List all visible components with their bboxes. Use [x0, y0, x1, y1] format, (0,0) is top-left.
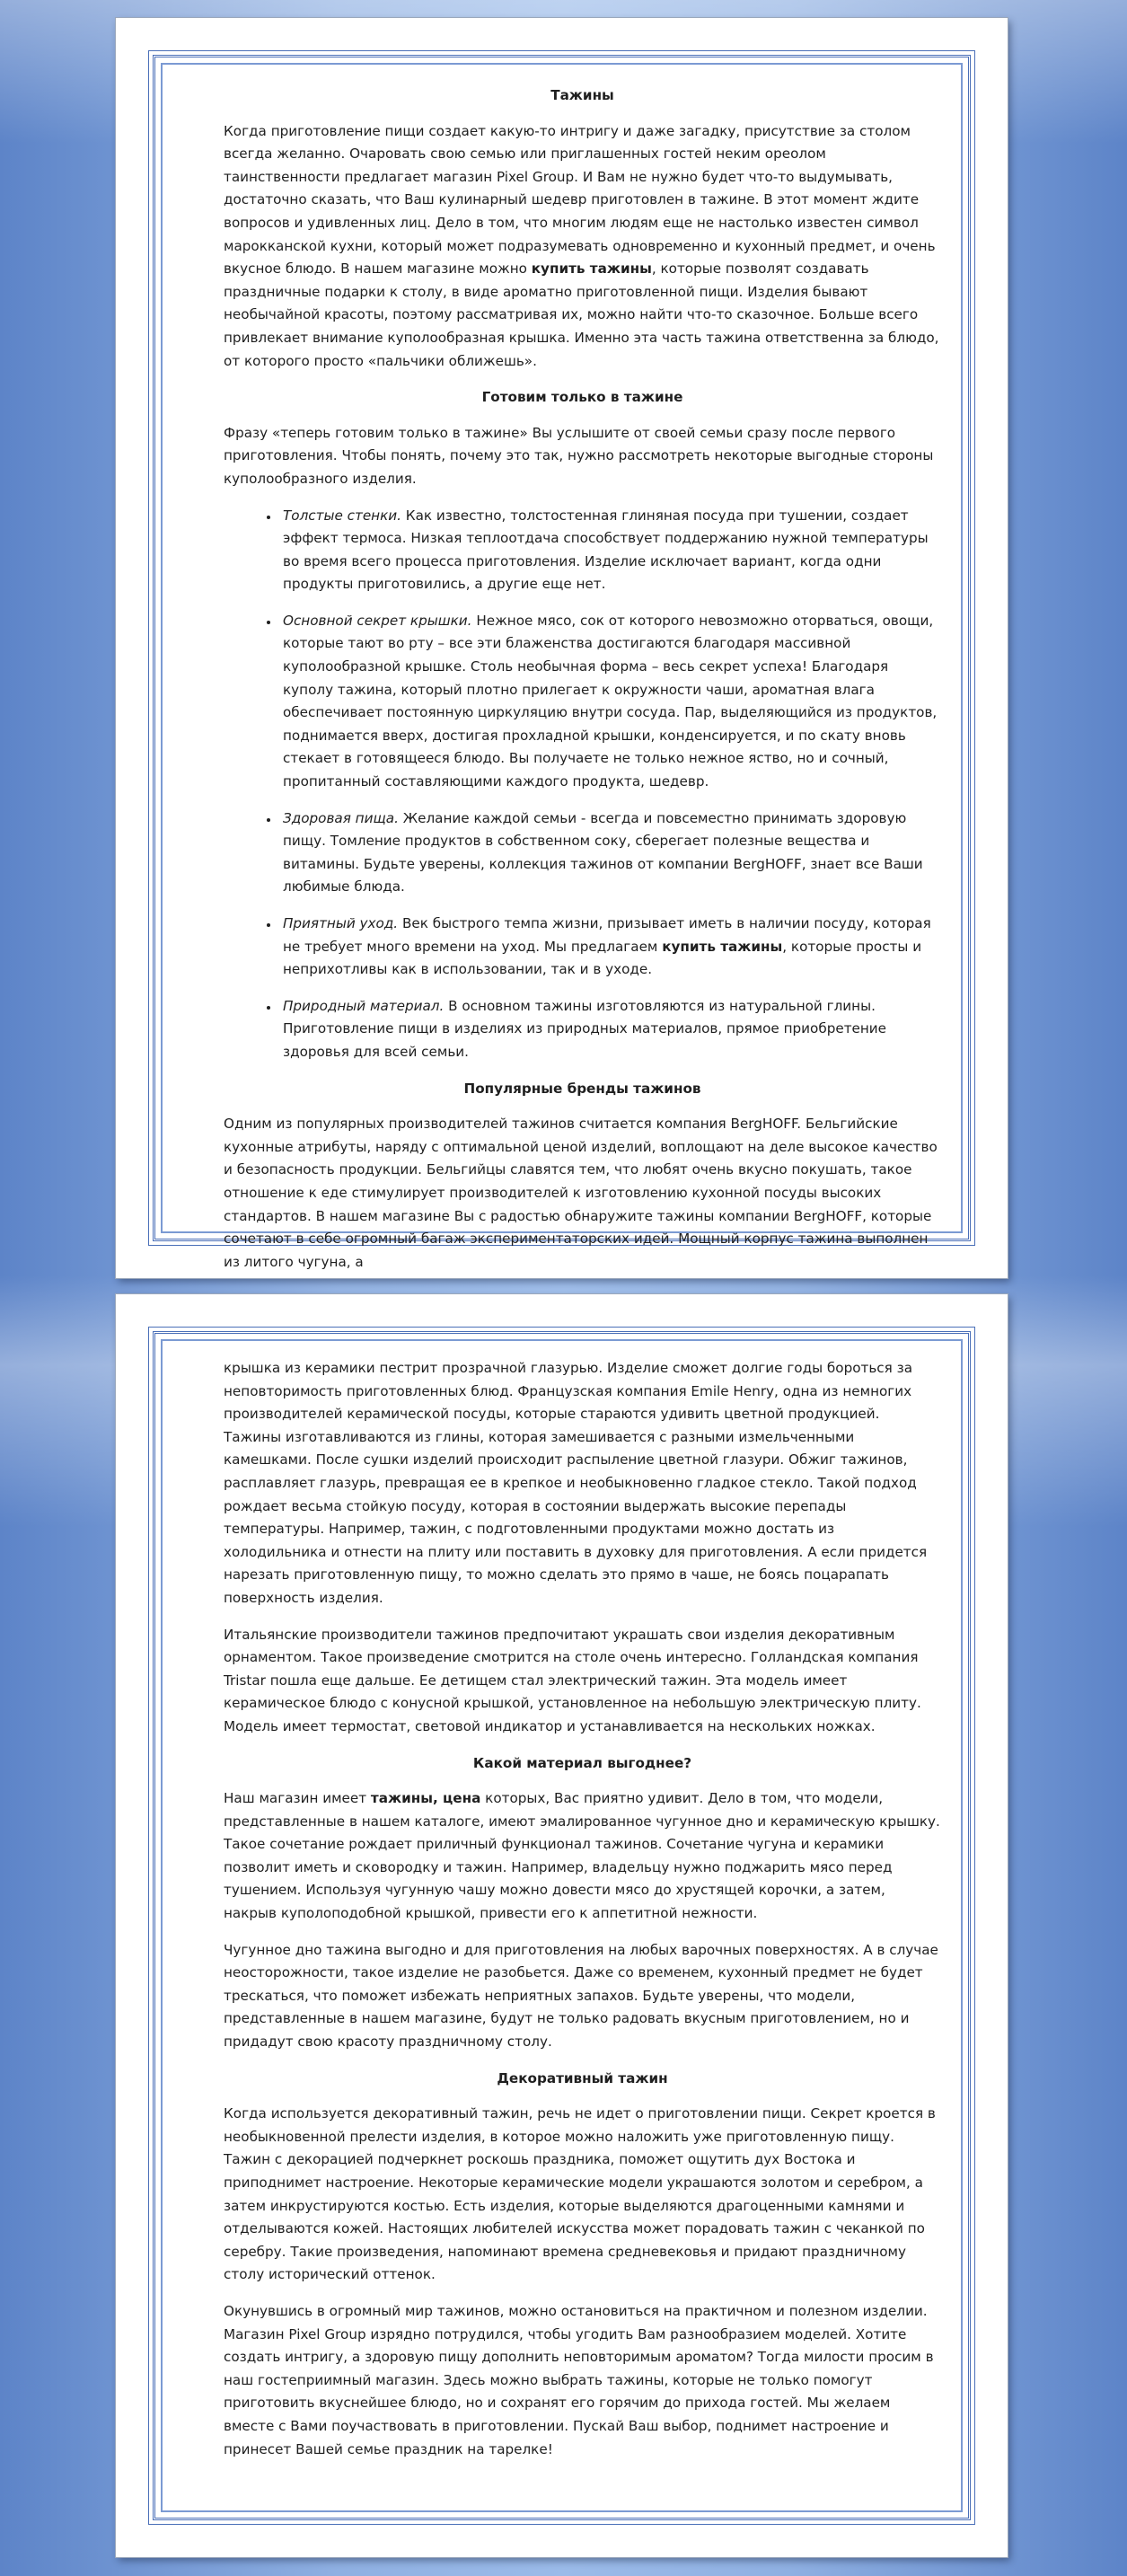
paragraph: Фразу «теперь готовим только в тажине» Вы услышите от своей семьи сразу после первого приготовления. Чтобы понять, почему это так, нужно рассмотреть некоторые выгодные стороны куполообразного изделия. — [224, 424, 934, 487]
list-item: • Здоровая пища. Желание каждой семьи - всегда и повсеместно принимать здоровую пищу. Томление продуктов в собственном соку, сберегает полезные вещества и витамины. Будьте уверены, коллекция тажинов от компании BergHOFF, знает все Ваши любимые блюда. — [279, 807, 941, 899]
section-heading: Какой материал выгоднее? — [472, 1754, 692, 1771]
paragraph: Когда используется декоративный тажин, речь не идет о приготовлении пищи. Секрет кроется в необыкновенной прелести изделия, в которое можно наложить уже приготовленную пищу. Тажин с декорацией подчеркнет роскошь праздника, поможет ощутить дух Востока и приподнимет настроение. Некоторые керамические модели украшаются золотом и серебром, а затем инкрустируются костью. Есть изделия, которые выделяются драгоценными камнями и отделываются кожей. Настоящих любителей искусства может порадовать тажин с чеканкой по серебру. Такие произведения, напоминают времена средневековья и придают праздничному столу исторический оттенок. — [224, 2105, 936, 2283]
paragraph: Окунувшись в огромный мир тажинов, можно остановиться на практичном и полезном изделии. Магазин Pixel Group изрядно потрудился, чтобы угодить Вам разнообразием моделей. Хотите создать интригу, а здоровую пищу дополнить неповторимым ароматом? Тогда милости просим в наш гостеприимный магазин. Здесь можно выбрать тажины, которые не только помогут приготовить вкуснейшее блюдо, но и сохранят его горячим до прихода гостей. Мы желаем вместе с Вами поучаствовать в приготовлении. Пускай Ваш выбор, поднимет настроение и принесет Вашей семье праздник на тарелке! — [224, 2302, 934, 2457]
list-item: • Толстые стенки. Как известно, толстостенная глиняная посуда при тушении, создает эффект термоса. Низкая теплоотдача способствует поддержанию нужной температуры во время всего процесса приготовления. Изделие исключает вариант, когда одни продукты приготовились, а другие еще нет. — [279, 505, 941, 596]
list-item: • Основной секрет крышки. Нежное мясо, сок от которого невозможно оторваться, овощи, которые тают во рту – все эти блаженства достигаются благодаря массивной куполообразной крышке. Столь необычная форма – весь секрет успеха! Благодаря куполу тажина, который плотно прилегает к окружности чаши, ароматная влага обеспечивает постоянную циркуляцию внутри сосуда. Пар, выделяющийся из продуктов, поднимается вверх, достигая прохладной крышки, конденсируется, и по скату вновь стекает в готовящееся блюдо. Вы получаете не только нежное яство, но и сочный, пропитанный составляющими каждого продукта, шедевр. — [279, 610, 941, 794]
paragraph: Чугунное дно тажина выгодно и для приготовления на любых варочных поверхностях. А в случае неосторожности, такое изделие не разобьется. Даже со временем, кухонный предмет не будет трескаться, что поможет избежать неприятных запахов. Будьте уверены, что модели, представленные в нашем магазине, будут не только радовать вкусным приготовлением, но и придадут свою красоту праздничному столу. — [224, 1941, 938, 2051]
intro-paragraph: Когда приготовление пищи создает какую-то интригу и даже загадку, присутствие за столом всегда желанно. Очаровать свою семью или приглашенных гостей неким ореолом таинственности предлагает магазин Pixel Group. И Вам не нужно будет что-то выдумывать, достаточно сказать, что Ваш кулинарный шедевр приготовлен в тажине. В этот момент ждите вопросов и удивленных лиц. Дело в том, что многим людям еще не настолько известен символ марокканской кухни, который может подразумевать одновременно и кухонный предмет, и очень вкусное блюдо. В нашем магазине можно купить тажины, которые позволят создавать праздничные подарки к столу, в виде ароматно приготовленной пищи. Изделия бывают необычайной красоты, поэтому рассматривая их, можно найти что-то сказочное. Больше всего привлекает внимание куполообразная крышка. Именно эта часть тажина ответственна за блюдо, от которого просто «пальчики оближешь». — [224, 122, 939, 369]
section-heading: Готовим только в тажине — [481, 389, 683, 406]
document-page-1 — [116, 18, 1008, 1278]
document-page-2 — [116, 1294, 1008, 2557]
page-content — [224, 1357, 941, 2503]
paragraph: Итальянские производители тажинов предпочитают украшать свои изделия декоративным орнаментом. Такое произведение смотрится на столе очень интересно. Голландская компания Tristar пошла еще дальше. Ее детищем стал электрический тажин. Эта модель имеет керамическое блюдо с конусной крышкой, установленное на небольшую электрическую плиту. Модель имеет термостат, световой индикатор и устанавливается на нескольких ножках. — [224, 1626, 921, 1734]
paragraph: Наш магазин имеет тажины, цена которых, Вас приятно удивит. Дело в том, что модели, представленные в нашем каталоге, имеют эмалированное чугунное дно и керамическую крышку. Такое сочетание рождает приличный функционал тажинов. Сочетание чугуна и керамики позволит иметь и сковородку и тажин. Например, владельцу нужно поджарить мясо перед тушением. Используя чугунную чашу можно довести мясо до хрустящей корочки, а затем, накрыв куполоподобной крышкой, привести его к аппетитной нежности. — [224, 1790, 940, 1922]
paragraph: крышка из керамики пестрит прозрачной глазурью. Изделие сможет долгие годы бороться за неповторимость приготовленных блюд. Французская компания Emile Henry, одна из немногих производителей керамической посуды, которые стараются удивить цветной продукцией. Тажины изготавливаются из глины, которая замешивается с разными измельченными камешками. После сушки изделий происходит распыление цветной глазури. Обжиг тажинов, расплавляет глазурь, превращая ее в крепкое и необыкновенно гладкое стекло. Такой подход рождает весьма стойкую посуду, которая в состоянии выдержать высокие перепады температуры. Например, тажин, с подготовленными продуктами можно достать из холодильника и отнести на плиту или поставить в духовку для приготовления. А если придется нарезать приготовленную пищу, то можно сделать это прямо в чаше, не боясь поцарапать поверхность изделия. — [224, 1360, 928, 1606]
list-item: • Приятный уход. Век быстрого темпа жизни, призывает иметь в наличии посуду, которая не требует много времени на уход. Мы предлагаем купить тажины, которые просты и неприхотливы как в использовании, так и в уходе. — [279, 913, 941, 982]
paragraph: Одним из популярных производителей тажинов считается компания BergHOFF. Бельгийские кухонные атрибуты, наряду с оптимальной ценой изделий, воплощают на деле высокое качество и безопасность продукции. Бельгийцы славятся тем, что любят очень вкусно покушать, такое отношение к еде стимулирует производителей к изготовлению кухонной посуды высоких стандартов. В нашем магазине Вы с радостью обнаружите тажины компании BergHOFF, которые сочетают в себе огромный багаж экспериментаторских идей. Мощный корпус тажина выполнен из литого чугуна, а — [224, 1116, 938, 1270]
bullet-list — [224, 505, 941, 1064]
list-item: • Природный материал. В основном тажины изготовляются из натуральной глины. Приготовление пищи в изделиях из природных материалов, прямое приобретение здоровья для всей семьи. — [279, 995, 941, 1064]
section-heading: Популярные бренды тажинов — [463, 1080, 701, 1097]
section-heading: Декоративный тажин — [497, 2069, 668, 2086]
bold-link-text: купить тажины — [531, 260, 652, 278]
page-content — [224, 81, 941, 1270]
document-title: Тажины — [550, 87, 614, 103]
